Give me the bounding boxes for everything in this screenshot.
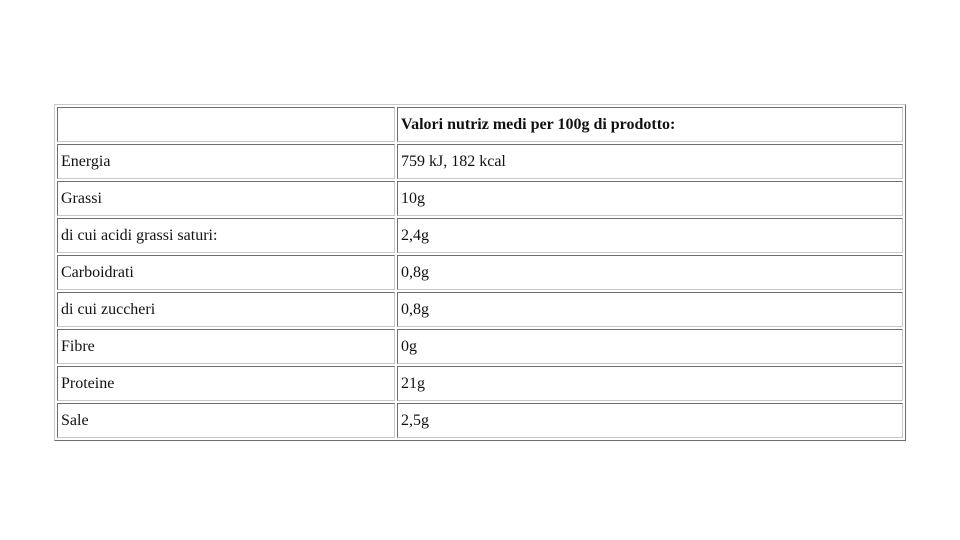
table-row [57,181,903,216]
table-row [57,403,903,438]
nutrient-label: Grassi [57,181,395,216]
nutrient-label: di cui zuccheri [57,292,395,327]
nutrient-label: Carboidrati [57,255,395,290]
nutrient-label: di cui acidi grassi saturi: [57,218,395,253]
nutrient-label: Proteine [57,366,395,401]
table-header-row [57,107,903,142]
nutrient-label: Sale [57,403,395,438]
header-label-cell [57,107,395,142]
table-row [57,292,903,327]
nutrient-label: Fibre [57,329,395,364]
table-row [57,329,903,364]
nutrient-value: 10g [397,181,903,216]
nutrient-value: 0g [397,329,903,364]
table-row [57,218,903,253]
nutrient-value: 2,4g [397,218,903,253]
nutrient-value: 2,5g [397,403,903,438]
nutrient-value: 759 kJ, 182 kcal [397,144,903,179]
header-value-cell: Valori nutriz medi per 100g di prodotto: [397,107,903,142]
nutrient-value: 0,8g [397,292,903,327]
table-row [57,366,903,401]
nutrient-label: Energia [57,144,395,179]
table-row [57,255,903,290]
table-row [57,144,903,179]
nutrient-value: 21g [397,366,903,401]
nutrient-value: 0,8g [397,255,903,290]
nutrition-table [54,104,906,441]
